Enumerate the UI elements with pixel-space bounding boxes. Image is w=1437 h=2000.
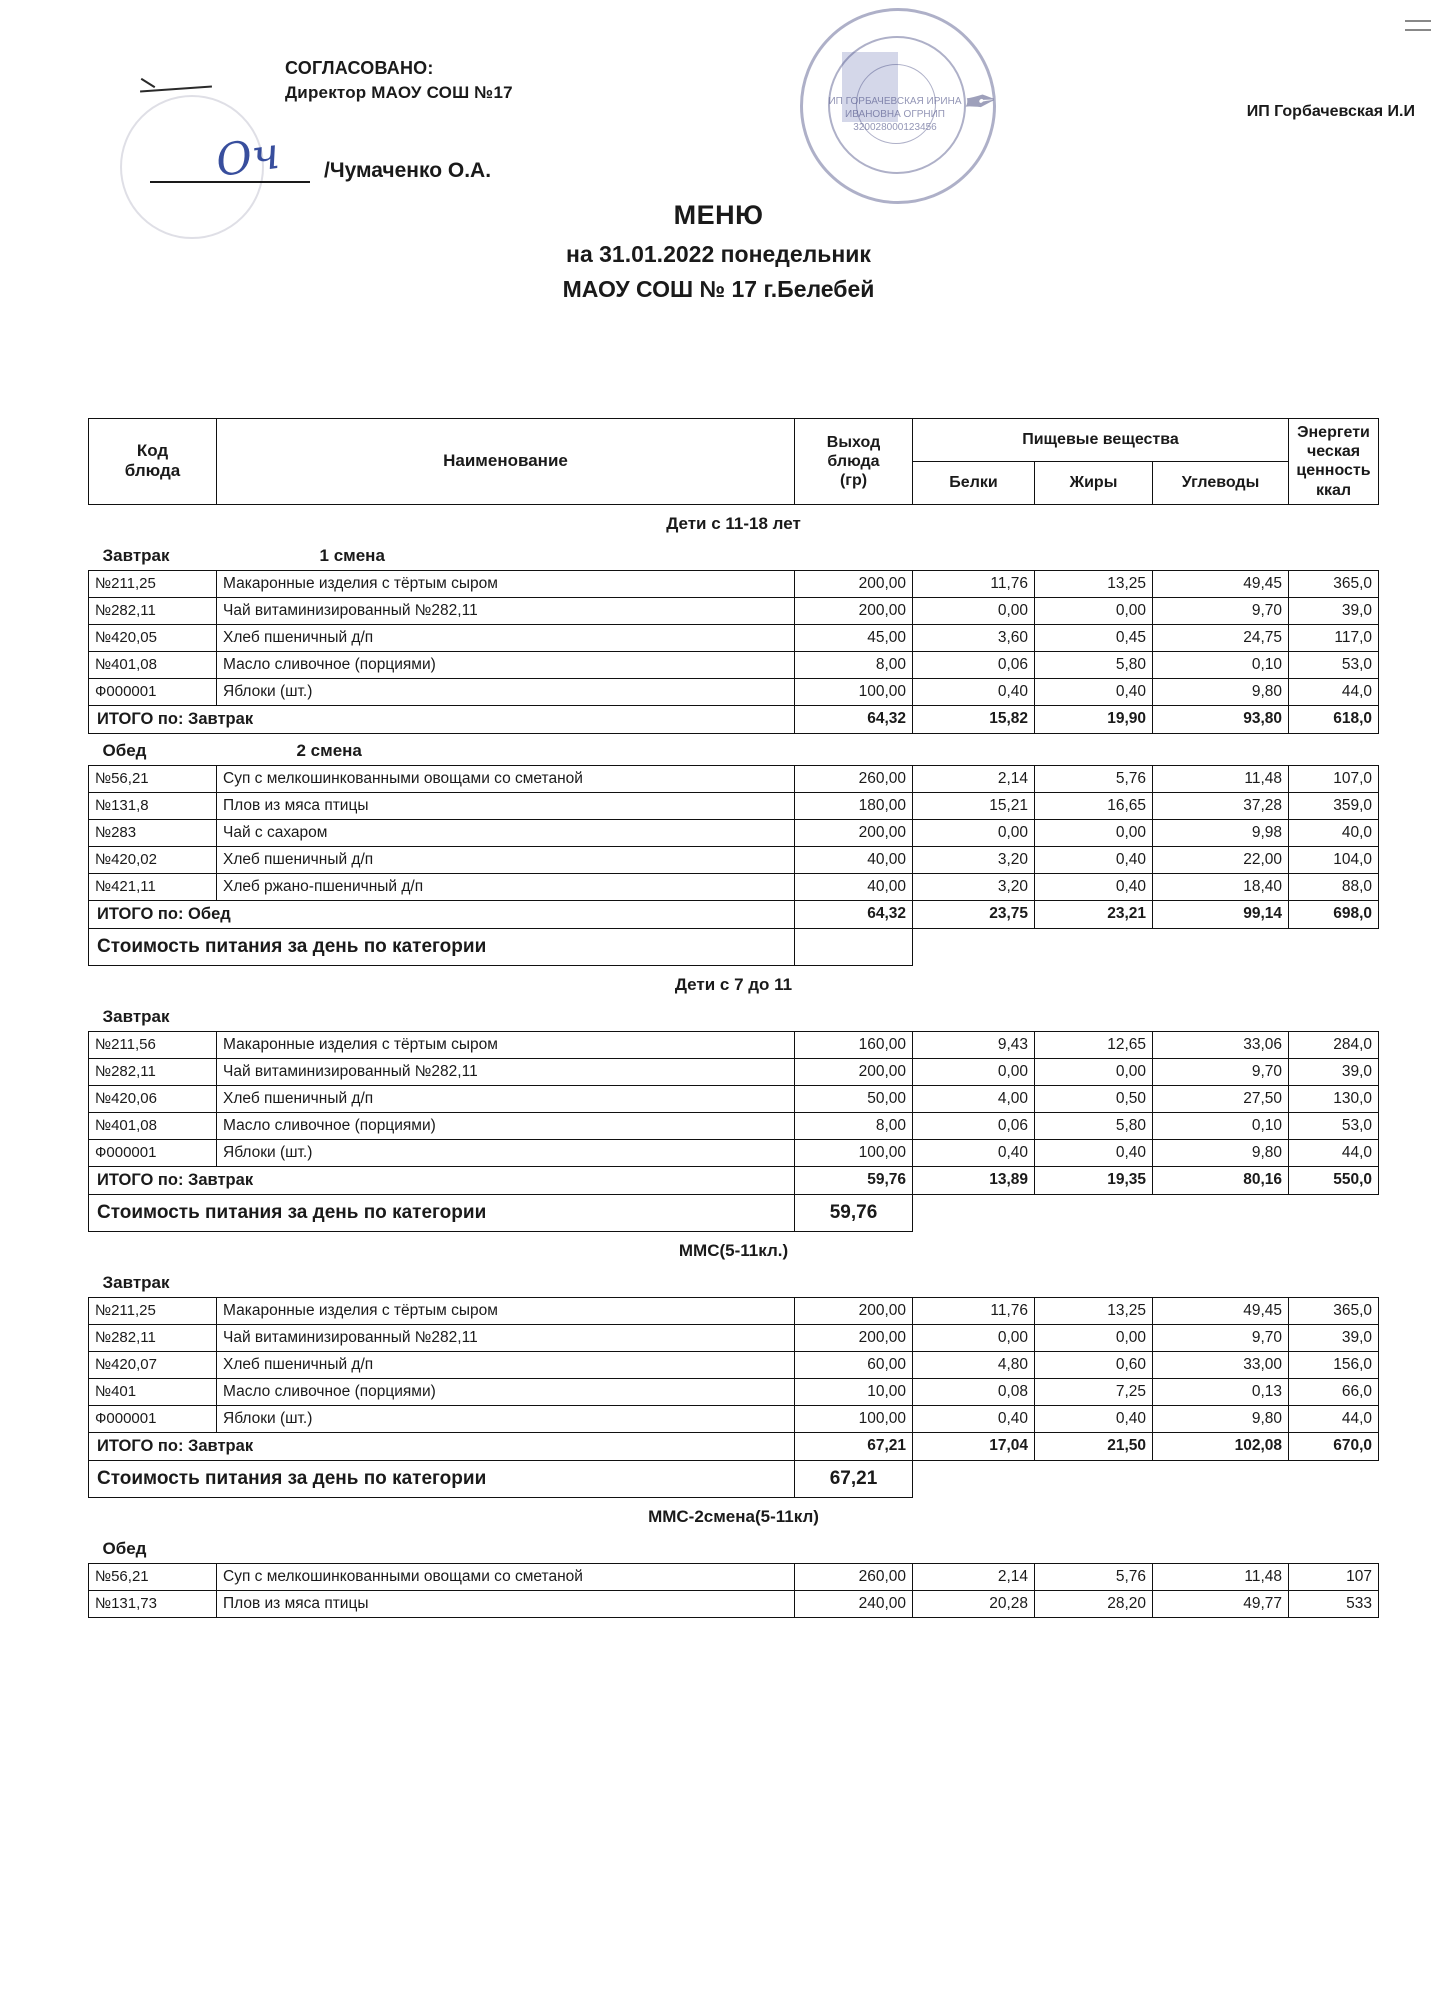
table-row [89,1031,1379,1058]
table-head [89,419,1379,505]
cell-fat: 0,40 [1035,846,1153,873]
th-carbs: Углеводы [1153,461,1289,504]
cell-protein: 3,20 [913,873,1035,900]
cost-row [89,1460,1379,1497]
cell-fat: 0,40 [1035,678,1153,705]
total-row [89,1432,1379,1460]
cell-output: 180,00 [795,792,913,819]
cell-fat: 0,40 [1035,873,1153,900]
cell-name: Суп с мелкошинкованными овощами со сметаной [217,765,795,792]
cell-carbs: 11,48 [1153,765,1289,792]
cell-name: Чай витаминизированный №282,11 [217,1058,795,1085]
cost-label: Стоимость питания за день по категории [89,1460,795,1497]
meal-header [89,1000,1379,1032]
meal-name: Завтрак [102,1006,170,1026]
title-date: на 31.01.2022 понедельник [566,241,871,267]
meal-shift: 2 смена [296,740,362,760]
cost-blank [913,1460,1379,1497]
cell-fat: 0,00 [1035,1058,1153,1085]
total-carbs: 80,16 [1153,1166,1289,1194]
total-kcal: 550,0 [1289,1166,1379,1194]
signature-row [150,155,491,183]
cell-fat: 0,40 [1035,1405,1153,1432]
cell-kcal: 107,0 [1289,765,1379,792]
document-header [0,0,1437,300]
cell-name: Плов из мяса птицы [217,1590,795,1617]
total-protein: 13,89 [913,1166,1035,1194]
cell-name: Макаронные изделия с тёртым сыром [217,570,795,597]
cost-blank [913,1194,1379,1231]
table-row [89,1058,1379,1085]
cell-name: Яблоки (шт.) [217,678,795,705]
cost-row [89,928,1379,965]
cell-carbs: 0,13 [1153,1378,1289,1405]
ip-line: ИП Горбачевская И.И [1246,103,1415,120]
cell-output: 260,00 [795,1563,913,1590]
cell-carbs: 9,80 [1153,1405,1289,1432]
cell-carbs: 9,80 [1153,1139,1289,1166]
th-fat: Жиры [1035,461,1153,504]
cell-code: №421,11 [89,873,217,900]
meal-name: Обед [102,740,147,760]
cell-output: 200,00 [795,819,913,846]
section-title: ММС(5-11кл.) [678,1240,789,1260]
cell-name: Суп с мелкошинкованными овощами со сметаной [217,1563,795,1590]
section-title-row [89,504,1379,539]
cell-kcal: 104,0 [1289,846,1379,873]
total-label: ИТОГО по: Обед [89,900,795,928]
cell-kcal: 40,0 [1289,819,1379,846]
cell-carbs: 9,80 [1153,678,1289,705]
handwritten-signature: Оч [212,127,283,188]
cell-code: №401,08 [89,651,217,678]
meal-name: Завтрак [102,1272,170,1292]
round-stamp-icon [800,8,996,204]
cell-name: Масло сливочное (порциями) [217,1378,795,1405]
cell-code: №282,11 [89,597,217,624]
cell-protein: 0,40 [913,678,1035,705]
cell-kcal: 107 [1289,1563,1379,1590]
table-row [89,597,1379,624]
cell-protein: 0,06 [913,651,1035,678]
cell-kcal: 53,0 [1289,1112,1379,1139]
cell-kcal: 39,0 [1289,597,1379,624]
cell-output: 60,00 [795,1351,913,1378]
cell-fat: 0,00 [1035,819,1153,846]
cell-code: №56,21 [89,1563,217,1590]
th-energy: Энергети ческая ценность ккал [1289,419,1379,505]
cell-carbs: 9,70 [1153,1058,1289,1085]
meal-name: Обед [102,1538,147,1558]
cell-output: 200,00 [795,570,913,597]
section-title-row [89,1231,1379,1266]
cell-protein: 0,00 [913,597,1035,624]
cell-name: Хлеб пшеничный д/п [217,624,795,651]
cell-protein: 0,40 [913,1405,1035,1432]
total-fat: 19,90 [1035,705,1153,733]
cell-protein: 0,00 [913,1058,1035,1085]
cell-carbs: 9,70 [1153,597,1289,624]
cell-protein: 3,60 [913,624,1035,651]
table-row [89,819,1379,846]
section-title: ММС-2смена(5-11кл) [648,1506,819,1526]
cell-kcal: 533 [1289,1590,1379,1617]
cell-fat: 0,40 [1035,1139,1153,1166]
approved-label: СОГЛАСОВАНО: [285,58,434,78]
meal-header-row [89,1266,1379,1298]
cell-fat: 0,60 [1035,1351,1153,1378]
cell-protein: 0,00 [913,819,1035,846]
th-nutrients: Пищевые вещества [913,419,1289,462]
cell-kcal: 53,0 [1289,651,1379,678]
cell-protein: 4,80 [913,1351,1035,1378]
ink-smudge [842,52,898,122]
cell-kcal: 130,0 [1289,1085,1379,1112]
cell-name: Яблоки (шт.) [217,1139,795,1166]
total-carbs: 99,14 [1153,900,1289,928]
cell-protein: 3,20 [913,846,1035,873]
cell-output: 100,00 [795,1405,913,1432]
cell-carbs: 24,75 [1153,624,1289,651]
table-row [89,1112,1379,1139]
cell-carbs: 49,45 [1153,570,1289,597]
cell-name: Хлеб пшеничный д/п [217,1351,795,1378]
table-row [89,792,1379,819]
cell-protein: 9,43 [913,1031,1035,1058]
meal-shift: 1 смена [319,545,385,565]
cost-label: Стоимость питания за день по категории [89,928,795,965]
cell-fat: 13,25 [1035,1297,1153,1324]
section-title: Дети с 7 до 11 [674,974,793,994]
total-row [89,900,1379,928]
table-row [89,1590,1379,1617]
table-row [89,846,1379,873]
cell-carbs: 49,77 [1153,1590,1289,1617]
total-carbs: 93,80 [1153,705,1289,733]
cell-output: 40,00 [795,846,913,873]
meal-header [89,1266,1379,1298]
ink-flourish-icon: ✒ [957,78,996,128]
cell-name: Хлеб пшеничный д/п [217,846,795,873]
menu-table-wrap [88,418,1378,1618]
table-row [89,624,1379,651]
cell-name: Макаронные изделия с тёртым сыром [217,1297,795,1324]
cell-code: Ф000001 [89,678,217,705]
cell-code: №211,25 [89,1297,217,1324]
cell-fat: 16,65 [1035,792,1153,819]
total-row [89,705,1379,733]
total-kcal: 670,0 [1289,1432,1379,1460]
cell-code: №283 [89,819,217,846]
cell-protein: 15,21 [913,792,1035,819]
cell-protein: 0,40 [913,1139,1035,1166]
th-code: Код блюда [89,419,217,505]
menu-table [88,418,1379,1618]
cell-code: №211,25 [89,570,217,597]
total-output: 64,32 [795,900,913,928]
meal-header-row [89,733,1379,765]
total-protein: 23,75 [913,900,1035,928]
cell-kcal: 39,0 [1289,1058,1379,1085]
total-carbs: 102,08 [1153,1432,1289,1460]
cell-code: №131,8 [89,792,217,819]
signature-name: /Чумаченко О.А. [324,159,492,182]
total-fat: 21,50 [1035,1432,1153,1460]
cell-fat: 5,76 [1035,1563,1153,1590]
cell-output: 200,00 [795,1058,913,1085]
cell-name: Чай витаминизированный №282,11 [217,597,795,624]
cell-carbs: 27,50 [1153,1085,1289,1112]
cell-carbs: 33,00 [1153,1351,1289,1378]
cell-kcal: 66,0 [1289,1378,1379,1405]
total-label: ИТОГО по: Завтрак [89,1432,795,1460]
cost-value [795,928,913,965]
cell-carbs: 9,70 [1153,1324,1289,1351]
cell-output: 45,00 [795,624,913,651]
cell-protein: 2,14 [913,765,1035,792]
total-label: ИТОГО по: Завтрак [89,1166,795,1194]
cell-output: 260,00 [795,765,913,792]
cell-protein: 20,28 [913,1590,1035,1617]
cell-name: Хлеб пшеничный д/п [217,1085,795,1112]
cell-kcal: 88,0 [1289,873,1379,900]
cell-code: Ф000001 [89,1139,217,1166]
total-kcal: 698,0 [1289,900,1379,928]
table-row [89,1351,1379,1378]
table-row [89,651,1379,678]
cost-value: 67,21 [795,1460,913,1497]
cell-fat: 0,50 [1035,1085,1153,1112]
cell-output: 40,00 [795,873,913,900]
cell-code: Ф000001 [89,1405,217,1432]
title-block [0,200,1437,303]
total-label: ИТОГО по: Завтрак [89,705,795,733]
cell-protein: 2,14 [913,1563,1035,1590]
table-row [89,1085,1379,1112]
cell-output: 200,00 [795,1297,913,1324]
cell-name: Яблоки (шт.) [217,1405,795,1432]
cell-protein: 4,00 [913,1085,1035,1112]
cell-fat: 5,80 [1035,651,1153,678]
total-protein: 17,04 [913,1432,1035,1460]
cost-row [89,1194,1379,1231]
cell-carbs: 0,10 [1153,1112,1289,1139]
th-output: Выход блюда (гр) [795,419,913,505]
cell-carbs: 0,10 [1153,651,1289,678]
page-title: МЕНЮ [673,200,764,230]
cell-code: №420,06 [89,1085,217,1112]
table-row [89,1324,1379,1351]
cell-protein: 11,76 [913,570,1035,597]
cell-kcal: 365,0 [1289,570,1379,597]
cell-code: №420,07 [89,1351,217,1378]
cell-output: 50,00 [795,1085,913,1112]
cell-code: №282,11 [89,1324,217,1351]
cell-carbs: 11,48 [1153,1563,1289,1590]
table-row [89,1297,1379,1324]
cell-kcal: 44,0 [1289,678,1379,705]
director-line: Директор МАОУ СОШ №17 [285,83,513,103]
total-kcal: 618,0 [1289,705,1379,733]
cell-fat: 28,20 [1035,1590,1153,1617]
th-name: Наименование [217,419,795,505]
cost-blank [913,928,1379,965]
meal-header-row [89,539,1379,571]
total-fat: 23,21 [1035,900,1153,928]
cell-code: №401,08 [89,1112,217,1139]
table-row [89,765,1379,792]
cell-kcal: 117,0 [1289,624,1379,651]
cell-code: №211,56 [89,1031,217,1058]
cell-code: №420,05 [89,624,217,651]
cell-kcal: 39,0 [1289,1324,1379,1351]
cell-carbs: 49,45 [1153,1297,1289,1324]
cell-name: Чай с сахаром [217,819,795,846]
cell-fat: 0,00 [1035,1324,1153,1351]
round-stamp-inner-icon [828,36,966,174]
cell-output: 240,00 [795,1590,913,1617]
table-row [89,1378,1379,1405]
th-protein: Белки [913,461,1035,504]
total-output: 59,76 [795,1166,913,1194]
total-output: 64,32 [795,705,913,733]
table-row [89,1563,1379,1590]
meal-header-row [89,1532,1379,1564]
cell-kcal: 359,0 [1289,792,1379,819]
cell-carbs: 18,40 [1153,873,1289,900]
cell-fat: 5,80 [1035,1112,1153,1139]
cell-carbs: 9,98 [1153,819,1289,846]
cell-kcal: 156,0 [1289,1351,1379,1378]
cell-output: 8,00 [795,1112,913,1139]
cell-name: Плов из мяса птицы [217,792,795,819]
cell-carbs: 33,06 [1153,1031,1289,1058]
table-row [89,570,1379,597]
stamp-text: ИП ГОРБАЧЕВСКАЯ ИРИНА ИВАНОВНА ОГРНИП 320028000123456 [828,96,962,133]
cell-output: 100,00 [795,1139,913,1166]
cell-code: №282,11 [89,1058,217,1085]
meal-header [89,539,1379,571]
cell-carbs: 37,28 [1153,792,1289,819]
approval-block [285,55,513,106]
cell-name: Хлеб ржано-пшеничный д/п [217,873,795,900]
cell-code: №420,02 [89,846,217,873]
section-title-row [89,965,1379,1000]
round-stamp-core-icon [856,64,936,144]
cell-fat: 13,25 [1035,570,1153,597]
cell-output: 160,00 [795,1031,913,1058]
table-row [89,1139,1379,1166]
meal-header-row [89,1000,1379,1032]
table-row [89,873,1379,900]
cell-output: 10,00 [795,1378,913,1405]
cell-fat: 12,65 [1035,1031,1153,1058]
cell-output: 8,00 [795,651,913,678]
cell-protein: 0,06 [913,1112,1035,1139]
total-protein: 15,82 [913,705,1035,733]
table-row [89,678,1379,705]
cost-label: Стоимость питания за день по категории [89,1194,795,1231]
total-row [89,1166,1379,1194]
cell-name: Макаронные изделия с тёртым сыром [217,1031,795,1058]
cell-output: 100,00 [795,678,913,705]
cell-fat: 0,45 [1035,624,1153,651]
cell-code: №131,73 [89,1590,217,1617]
title-school: МАОУ СОШ № 17 г.Белебей [562,276,875,302]
table-body [89,504,1379,1617]
cell-code: №56,21 [89,765,217,792]
signature-line [150,155,310,183]
cost-value: 59,76 [795,1194,913,1231]
cell-fat: 0,00 [1035,597,1153,624]
arrow-icon [140,82,212,94]
total-output: 67,21 [795,1432,913,1460]
cell-kcal: 284,0 [1289,1031,1379,1058]
section-title: Дети с 11-18 лет [666,513,801,533]
cell-output: 200,00 [795,1324,913,1351]
cell-protein: 11,76 [913,1297,1035,1324]
cell-fat: 5,76 [1035,765,1153,792]
meal-header [89,1532,1379,1564]
cell-name: Чай витаминизированный №282,11 [217,1324,795,1351]
table-row [89,1405,1379,1432]
cell-output: 200,00 [795,597,913,624]
corner-marks-icon [1405,20,1431,38]
meal-header [89,733,1379,765]
cell-name: Масло сливочное (порциями) [217,1112,795,1139]
cell-fat: 7,25 [1035,1378,1153,1405]
meal-name: Завтрак [102,545,170,565]
cell-kcal: 44,0 [1289,1139,1379,1166]
cell-kcal: 365,0 [1289,1297,1379,1324]
cell-protein: 0,00 [913,1324,1035,1351]
cell-carbs: 22,00 [1153,846,1289,873]
cell-name: Масло сливочное (порциями) [217,651,795,678]
cell-code: №401 [89,1378,217,1405]
total-fat: 19,35 [1035,1166,1153,1194]
section-title-row [89,1497,1379,1532]
cell-kcal: 44,0 [1289,1405,1379,1432]
cell-protein: 0,08 [913,1378,1035,1405]
